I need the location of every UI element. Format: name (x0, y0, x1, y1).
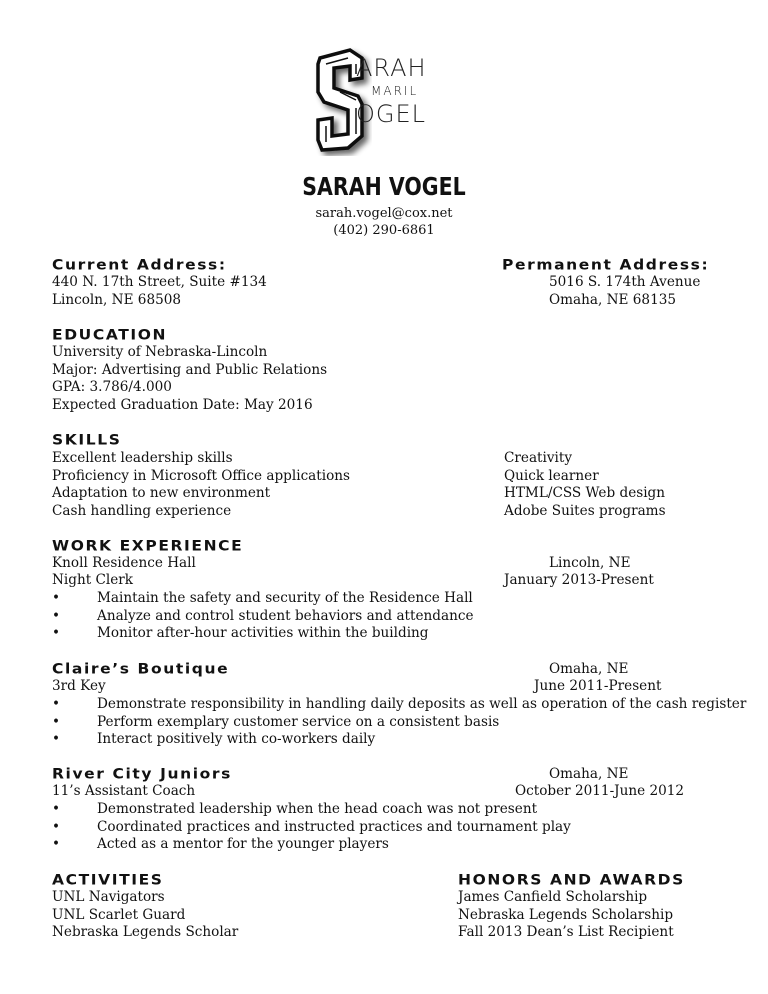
honor-item: Nebraska Legends Scholarship (458, 906, 674, 923)
skill-item: Cash handling experience (52, 502, 232, 519)
job-employer: Knoll Residence Hall (52, 555, 196, 571)
skill-item: Excellent leadership skills (52, 450, 233, 466)
job-bullet: • Coordinated practices and instructed practices and tournament play (52, 819, 571, 837)
skill-item: Adobe Suites programs (504, 502, 666, 519)
skill-item: Quick learner (504, 467, 599, 484)
current-address-line: 440 N. 17th Street, Suite #134 (52, 274, 267, 290)
phone-number: (402) 290-6861 (333, 223, 435, 238)
monogram-logo (312, 44, 442, 156)
job-bullet: • Demonstrate responsibility in handling daily deposits as well as operation of the cash register (52, 696, 746, 714)
permanent-address (549, 274, 700, 309)
skills-heading: SKILLS (52, 432, 122, 449)
email-address[interactable]: sarah.vogel@cox.net (315, 206, 453, 221)
job-title: 3rd Key (52, 678, 106, 694)
work-experience-heading: WORK EXPERIENCE (52, 538, 244, 555)
job-bullets (52, 590, 474, 643)
job-location: Lincoln, NE (549, 555, 631, 571)
logo-text-arah: ARAH (356, 54, 427, 82)
job-bullets (52, 696, 746, 749)
permanent-address-line: Omaha, NE 68135 (549, 291, 677, 308)
permanent-address-heading: Permanent Address: (502, 257, 710, 274)
job-bullet: • Perform exemplary customer service on a consistent basis (52, 714, 746, 732)
activity-item: Nebraska Legends Scholar (52, 924, 239, 941)
job-employer: River City Juniors (52, 766, 232, 783)
honor-item: Fall 2013 Dean’s List Recipient (458, 924, 674, 941)
job-bullet: • Acted as a mentor for the younger players (52, 836, 571, 854)
job-title: Night Clerk (52, 572, 134, 588)
skills-right-list (504, 450, 666, 520)
skill-item: Adaptation to new environment (52, 485, 271, 502)
activity-item: UNL Scarlet Guard (52, 906, 186, 923)
applicant-name: SARAH VOGEL (302, 172, 466, 201)
logo-text-maril: MARIL (371, 84, 419, 98)
current-address-heading: Current Address: (52, 257, 227, 274)
job-employer: Claire’s Boutique (52, 661, 230, 678)
logo-text-ogel: OGEL (356, 100, 427, 128)
education-line: GPA: 3.786/4.000 (52, 379, 172, 396)
activities-heading: ACTIVITIES (52, 872, 164, 889)
education-line: University of Nebraska-Lincoln (52, 344, 268, 360)
activity-item: UNL Navigators (52, 889, 165, 905)
job-bullet: • Analyze and control student behaviors and attendance (52, 608, 474, 626)
job-title: 11’s Assistant Coach (52, 783, 196, 799)
permanent-address-line: 5016 S. 174th Avenue (549, 274, 701, 290)
job-dates: October 2011-June 2012 (515, 783, 685, 799)
honors-heading: HONORS AND AWARDS (458, 872, 685, 889)
skills-left-list (52, 450, 350, 520)
current-address (52, 274, 267, 309)
job-bullet: • Monitor after-hour activities within the building (52, 625, 474, 643)
honors-list (458, 889, 674, 942)
skill-item: Creativity (504, 450, 573, 466)
job-dates: June 2011-Present (534, 678, 662, 694)
job-dates: January 2013-Present (504, 572, 654, 588)
activities-list (52, 889, 238, 942)
education-heading: EDUCATION (52, 327, 168, 344)
education-details (52, 344, 327, 414)
job-location: Omaha, NE (549, 661, 629, 677)
job-bullets (52, 801, 571, 854)
job-bullet: • Maintain the safety and security of the Residence Hall (52, 590, 474, 608)
skill-item: Proficiency in Microsoft Office applications (52, 467, 351, 484)
current-address-line: Lincoln, NE 68508 (52, 291, 182, 308)
job-bullet: • Demonstrated leadership when the head coach was not present (52, 801, 571, 819)
education-line: Major: Advertising and Public Relations (52, 361, 328, 378)
job-bullet: • Interact positively with co-workers daily (52, 731, 746, 749)
honor-item: James Canfield Scholarship (458, 889, 648, 905)
education-line: Expected Graduation Date: May 2016 (52, 396, 313, 413)
job-location: Omaha, NE (549, 766, 629, 782)
skill-item: HTML/CSS Web design (504, 485, 666, 502)
